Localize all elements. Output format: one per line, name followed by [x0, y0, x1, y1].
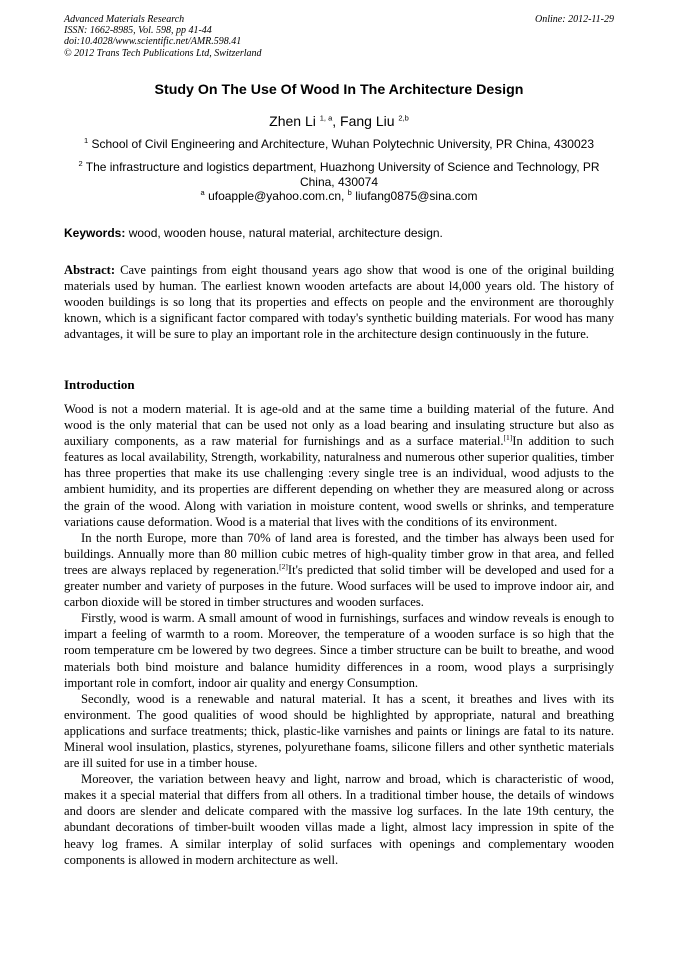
- author-affiliation-mark: 2,b: [398, 113, 409, 123]
- keywords: [64, 226, 614, 240]
- abstract: [64, 262, 614, 342]
- author-name: Zhen Li: [269, 113, 316, 129]
- journal-copyright: © 2012 Trans Tech Publications Ltd, Switzerland: [64, 47, 262, 59]
- paragraph-text: In addition to such features as local availability, Strength, workability, naturalness and numerous other superior qualities, timber has three properties that make its use challenging :every single tree is an individual, wood adjusts to the ambient humidity, and its properties are different depending on whether they are measured along or across the grain of the wood. Along with variation in moisture content, wood swells or shrinks, and temperature variations cause deformation. Wood is a material that lives with the conditions of its environment.: [64, 434, 614, 529]
- journal-issn: ISSN: 1662-8985, Vol. 598, pp 41-44: [64, 25, 212, 37]
- paper-title: Study On The Use Of Wood In The Architecture Design: [154, 82, 524, 98]
- author-separator: ,: [332, 113, 341, 129]
- paragraph-text: Wood is not a modern material. It is age-old and at the same time a building material of the future. And wood is the only material that can be used not only as a load bearing and insulating structure but also as auxiliary components, as a raw material for furnishings and as a surface material.: [64, 402, 614, 449]
- affiliation-2: [64, 160, 614, 189]
- citation: [2]: [279, 561, 288, 571]
- email-mark: a: [200, 188, 205, 197]
- affiliation-1: [64, 137, 614, 152]
- journal-name: Advanced Materials Research: [64, 14, 185, 25]
- paragraph: [64, 401, 614, 530]
- keywords-label: Keywords:: [64, 226, 126, 240]
- paragraph: Moreover, the variation between heavy and light, narrow and broad, which is characteristic of wood, makes it a special material that differs from all others. In a traditional timber house, the details of windows and doors are slender and delicate compared with the massive log surfaces. In the late 19th century, the abundant decorations of timber-built wooden villas made a light, almost lacy impression in spite of the heavy log frames. A similar interplay of solid surfaces with openings and complementary wooden components is allowed in modern architecture as well.: [64, 772, 614, 867]
- paragraph: [64, 530, 614, 610]
- email-mark: b: [347, 188, 352, 197]
- journal-doi: doi:10.4028/www.scientific.net/AMR.598.41: [64, 36, 242, 48]
- author-line: [0, 113, 678, 129]
- introduction-body: [64, 401, 614, 868]
- abstract-label: Abstract:: [64, 263, 116, 277]
- affiliation-mark: 2: [78, 159, 83, 168]
- journal-header: [64, 14, 262, 59]
- email-address: liufang0875@sina.com: [355, 189, 478, 203]
- paragraph: Firstly, wood is warm. A small amount of wood in furnishings, surfaces and window reveals is enough to impart a feeling of warmth to a room. Moreover, the temperature of a wooden surface is so high that the room temperature cm be lowered by two degrees. Since a timber structure can be built to breathe, and wood materials both bind moisture and balance humidity differences in a room, wood plays a surprisingly important role in comfort, indoor air quality and energy Consumption.: [64, 611, 614, 690]
- author-emails: [64, 189, 614, 204]
- section-heading-introduction: Introduction: [64, 377, 135, 392]
- affiliation-mark: 1: [83, 136, 89, 145]
- affiliation-text: School of Civil Engineering and Architecture, Wuhan Polytechnic University, PR China, 430023: [91, 137, 594, 151]
- online-date: Online: 2012-11-29: [535, 14, 614, 25]
- keywords-text: wood, wooden house, natural material, architecture design.: [128, 226, 443, 240]
- paragraph-text: In the north Europe, more than 70% of land area is forested, and the timber has always been used for buildings. Annually more than 80 million cubic metres of high-quality timber grow in that area, and felled trees are always replaced by regeneration.: [64, 530, 614, 577]
- paragraph-text: It's predicted that solid timber will be developed and used for a greater number and variety of purposes in the future. Wood surfaces will be used to improve indoor air, and carbon dioxide will be stored in timber structures and wooden surfaces.: [64, 562, 614, 610]
- author-affiliation-mark: 1, a: [319, 113, 333, 123]
- author-name: Fang Liu: [340, 113, 395, 129]
- abstract-text: Cave paintings from eight thousand years ago show that wood is one of the original building materials used by human. The earliest known wooden artefacts are about l4,000 years old. The history of wooden buildings is so long that its properties and effects on people and the environment are thoroughly known, which is a significant factor compared with today's synthetic building materials. For wood has many advantages, it will be sure to play an important role in the architecture design continuously in the future.: [64, 263, 614, 342]
- email-address: ufoapple@yahoo.com.cn,: [208, 189, 345, 203]
- citation: [1]: [503, 433, 513, 442]
- affiliation-text: The infrastructure and logistics department, Huazhong University of Science and Technology, PR China, 430074: [85, 160, 600, 189]
- paragraph: Secondly, wood is a renewable and natural material. It has a scent, it breathes and lives with its environment. The good qualities of wood should be highlighted by appropriate, natural and breathing applications and surface treatments; thick, plastic-like varnishes and paints or linings are fatal to its nature. Mineral wool insulation, plastics, styrenes, polyurethane foams, silicone fillers and other synthetic materials are ill suited for use in a timber house.: [64, 691, 614, 771]
